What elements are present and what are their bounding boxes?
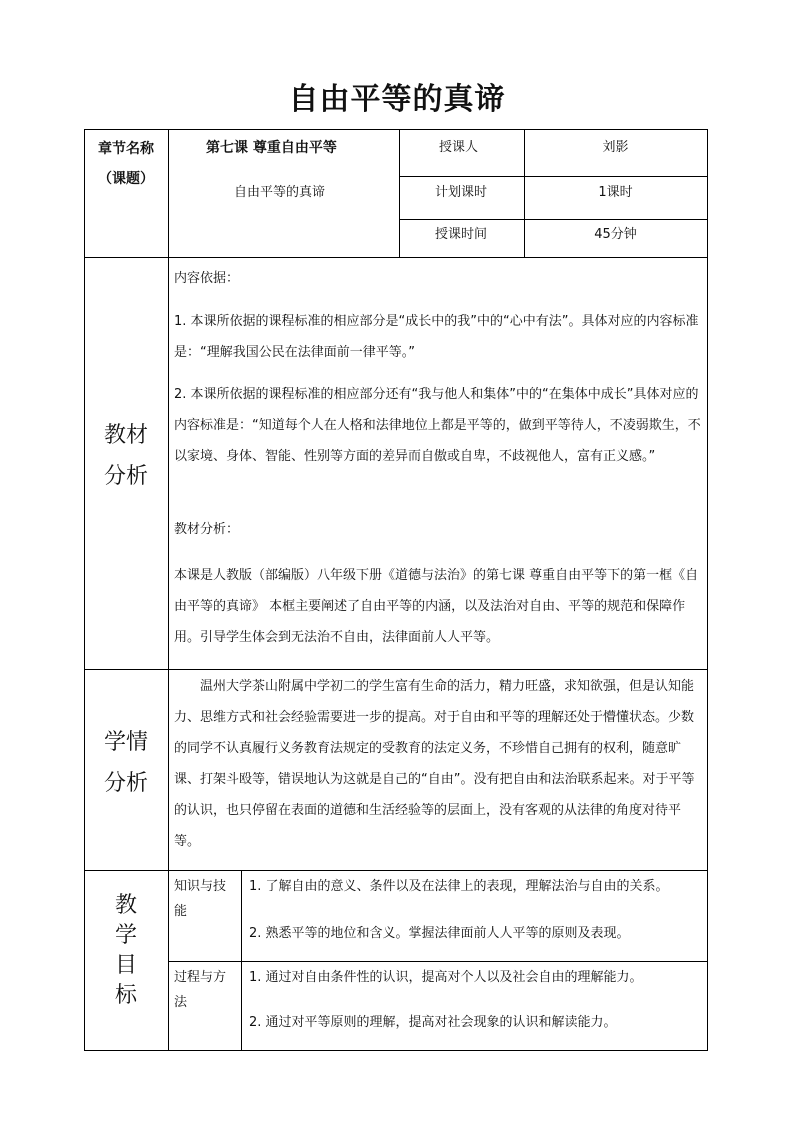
- table-border-right: [707, 129, 708, 1051]
- basis-item-1: 1. 本课所依据的课程标准的相应部分是“成长中的我”中的“心中有法”。具体对应的内容标准是：“理解我国公民在法律面前一律平等。”: [174, 314, 699, 360]
- teacher-label: 授课人: [439, 140, 479, 155]
- row-divider: [399, 219, 708, 220]
- knowledge-item-1: 1. 了解自由的意义、条件以及在法律上的表现，理解法治与自由的关系。: [249, 879, 669, 894]
- column-divider: [241, 870, 242, 1050]
- hours-value: 1课时: [598, 185, 633, 200]
- basis-heading: 内容依据：: [174, 271, 240, 286]
- chapter-label-sub: （课题）: [98, 171, 154, 187]
- objectives-label-char: 标: [114, 983, 137, 1008]
- textbook-analysis-label: 教材: [103, 423, 148, 448]
- table-border-top: [84, 129, 708, 130]
- student-analysis-text: 温州大学茶山附属中学初二的学生富有生命的活力，精力旺盛，求知欲强，但是认知能力、思维方式和社会经验需要进一步的提高。对于自由和平等的理解还处于懵懂状态。少数的同学不认真履行义务教育法规定的受教育的法定义务，不珍惜自己拥有的权利，随意旷课、打架斗殴等，错误地认为这就是自己的“自由”。没有把自由和法治联系起来。对于平等的认识，也只停留在表面的道德和生活经验等的层面上，没有客观的从法律的角度对待平等。: [174, 679, 695, 849]
- objectives-label-char: 学: [114, 923, 137, 948]
- lesson-plan-table: [84, 129, 708, 1051]
- process-item-1: 1. 通过对自由条件性的认识，提高对个人以及社会自由的理解能力。: [249, 970, 643, 985]
- hours-label: 计划课时: [435, 185, 488, 200]
- chapter-label: 章节名称: [98, 141, 154, 157]
- teacher-value: 刘影: [602, 140, 629, 155]
- lesson-subtitle: 自由平等的真谛: [234, 185, 326, 200]
- row-divider: [168, 961, 708, 962]
- document-title: 自由平等的真谛: [288, 82, 506, 117]
- student-analysis-label-2: 分析: [103, 771, 148, 796]
- column-divider: [168, 129, 169, 1051]
- row-divider: [399, 176, 708, 177]
- objectives-label-char: 目: [114, 953, 137, 978]
- student-analysis-label: 学情: [103, 730, 148, 755]
- basis-item-2: 2. 本课所依据的课程标准的相应部分还有“我与他人和集体”中的“在集体中成长”具体对应的内容标准是：“知道每个人在人格和法律地位上都是平等的，做到平等待人，不凌弱欺生，不以家境、身体、智能、性别等方面的差异而自傲或自卑，不歧视他人，富有正义感。”: [174, 387, 701, 464]
- row-divider: [84, 257, 708, 258]
- knowledge-skills-label: 知识与技能: [174, 879, 227, 919]
- objectives-label-char: 教: [114, 893, 137, 918]
- time-label: 授课时间: [435, 227, 488, 242]
- lesson-name: 第七课 尊重自由平等: [206, 140, 337, 156]
- analysis-heading: 教材分析：: [174, 522, 240, 537]
- process-methods-label: 过程与方法: [174, 970, 227, 1010]
- row-divider: [84, 870, 708, 871]
- row-divider: [84, 669, 708, 670]
- analysis-text: 本课是人教版（部编版）八年级下册《道德与法治》的第七课 尊重自由平等下的第一框《自由平等的真谛》 本框主要阐述了自由平等的内涵，以及法治对自由、平等的规范和保障作用。引导学生体会到无法治不自由，法律面前人人平等。: [174, 568, 699, 645]
- table-border-bottom: [84, 1050, 708, 1051]
- column-divider: [399, 129, 400, 257]
- textbook-analysis-label-2: 分析: [103, 464, 148, 489]
- process-item-2: 2. 通过对平等原则的理解，提高对社会现象的认识和解读能力。: [249, 1015, 617, 1030]
- knowledge-item-2: 2. 熟悉平等的地位和含义。掌握法律面前人人平等的原则及表现。: [249, 926, 630, 941]
- time-value: 45分钟: [594, 227, 637, 242]
